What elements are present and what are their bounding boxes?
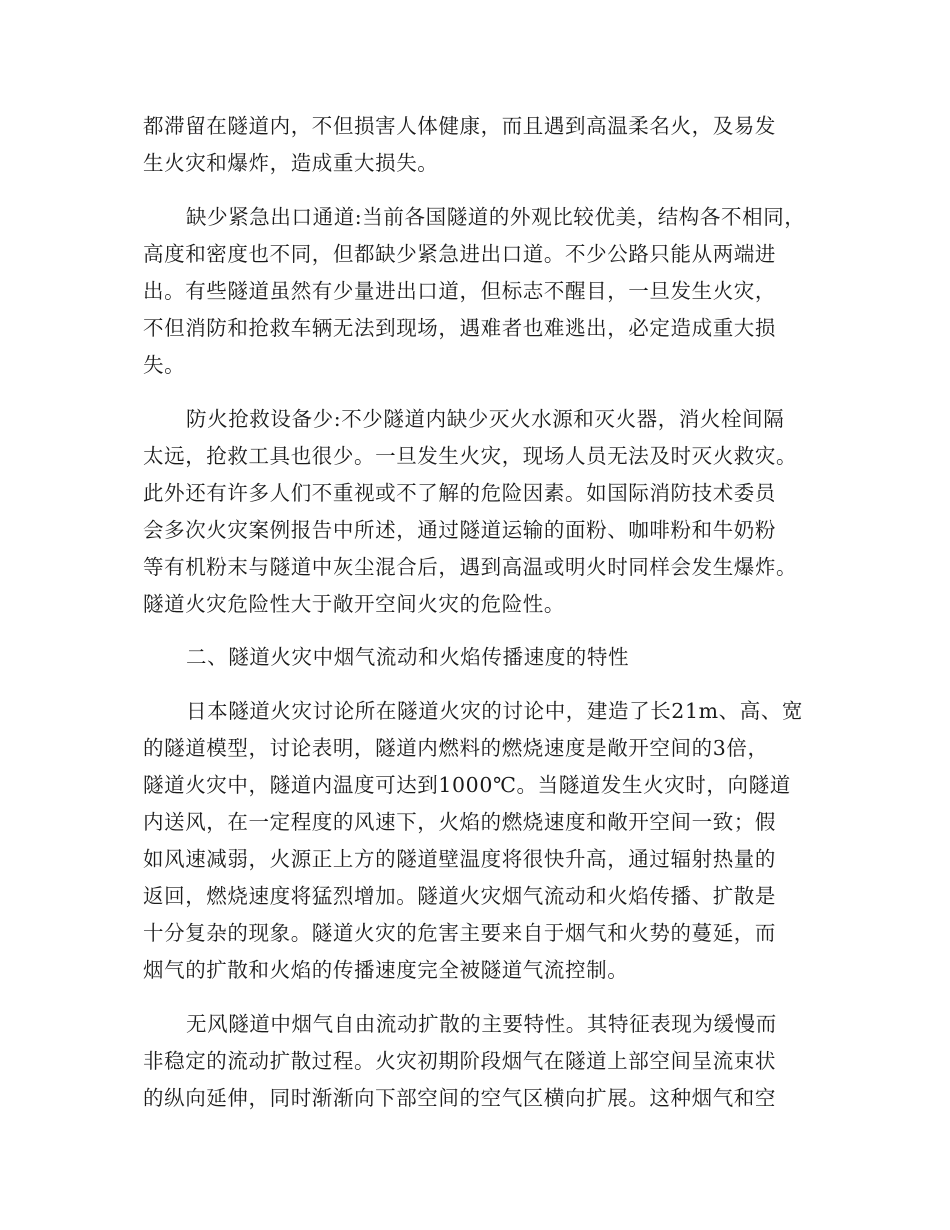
text-line: 出。有些隧道虽然有少量进出口道，但标志不醒目，一旦发生火灾， <box>143 279 776 303</box>
text-line: 失。 <box>143 353 186 377</box>
text-line: 等有机粉末与隧道中灰尘混合后，遇到高温或明火时同样会发生爆炸。 <box>143 555 798 579</box>
text-line: 生火灾和爆炸，造成重大损失。 <box>143 151 439 175</box>
text-line: 十分复杂的现象。隧道火灾的危害主要来自于烟气和火势的蔓延，而 <box>143 921 776 945</box>
text-line: 防火抢救设备少:不少隧道内缺少灭火水源和灭火器，消火栓间隔 <box>186 407 785 431</box>
text-line: 此外还有许多人们不重视或不了解的危险因素。如国际消防技术委员 <box>143 481 776 505</box>
text-line: 烟气的扩散和火焰的传播速度完全被隧道气流控制。 <box>143 958 629 982</box>
text-line: 内送风，在一定程度的风速下，火焰的燃烧速度和敞开空间一致；假 <box>143 810 776 834</box>
text-line: 不但消防和抢救车辆无法到现场，遇难者也难逃出，必定造成重大损 <box>143 316 776 340</box>
text-line: 隧道火灾中，隧道内温度可达到1000℃。当隧道发生火灾时，向隧道 <box>143 773 791 797</box>
text-line: 返回，燃烧速度将猛烈增加。隧道火灾烟气流动和火焰传播、扩散是 <box>143 884 776 908</box>
text-line: 高度和密度也不同，但都缺少紧急进出口道。不少公路只能从两端进 <box>143 242 776 266</box>
text-line: 日本隧道火灾讨论所在隧道火灾的讨论中，建造了长21m、高、宽 <box>186 699 804 723</box>
text-line: 的隧道模型，讨论表明，隧道内燃料的燃烧速度是敞开空间的3倍， <box>143 736 769 760</box>
text-line: 隧道火灾危险性大于敞开空间火灾的危险性。 <box>143 592 565 616</box>
text-line: 会多次火灾案例报告中所述，通过隧道运输的面粉、咖啡粉和牛奶粉 <box>143 518 776 542</box>
section-heading: 二、隧道火灾中烟气流动和火焰传播速度的特性 <box>186 645 630 669</box>
text-line: 无风隧道中烟气自由流动扩散的主要特性。其特征表现为缓慢而 <box>186 1012 777 1036</box>
text-line: 都滞留在隧道内，不但损害人体健康，而且遇到高温柔名火，及易发 <box>143 114 776 138</box>
text-line: 缺少紧急出口通道:当前各国隧道的外观比较优美，结构各不相同， <box>186 205 806 229</box>
text-line: 如风速减弱，火源正上方的隧道壁温度将很快升高，通过辐射热量的 <box>143 847 776 871</box>
text-line: 的纵向延伸，同时渐渐向下部空间的空气区横向扩展。这种烟气和空 <box>143 1086 776 1110</box>
text-line: 太远，抢救工具也很少。一旦发生火灾，现场人员无法及时灭火救灾。 <box>143 444 798 468</box>
text-line: 非稳定的流动扩散过程。火灾初期阶段烟气在隧道上部空间呈流束状 <box>143 1049 776 1073</box>
